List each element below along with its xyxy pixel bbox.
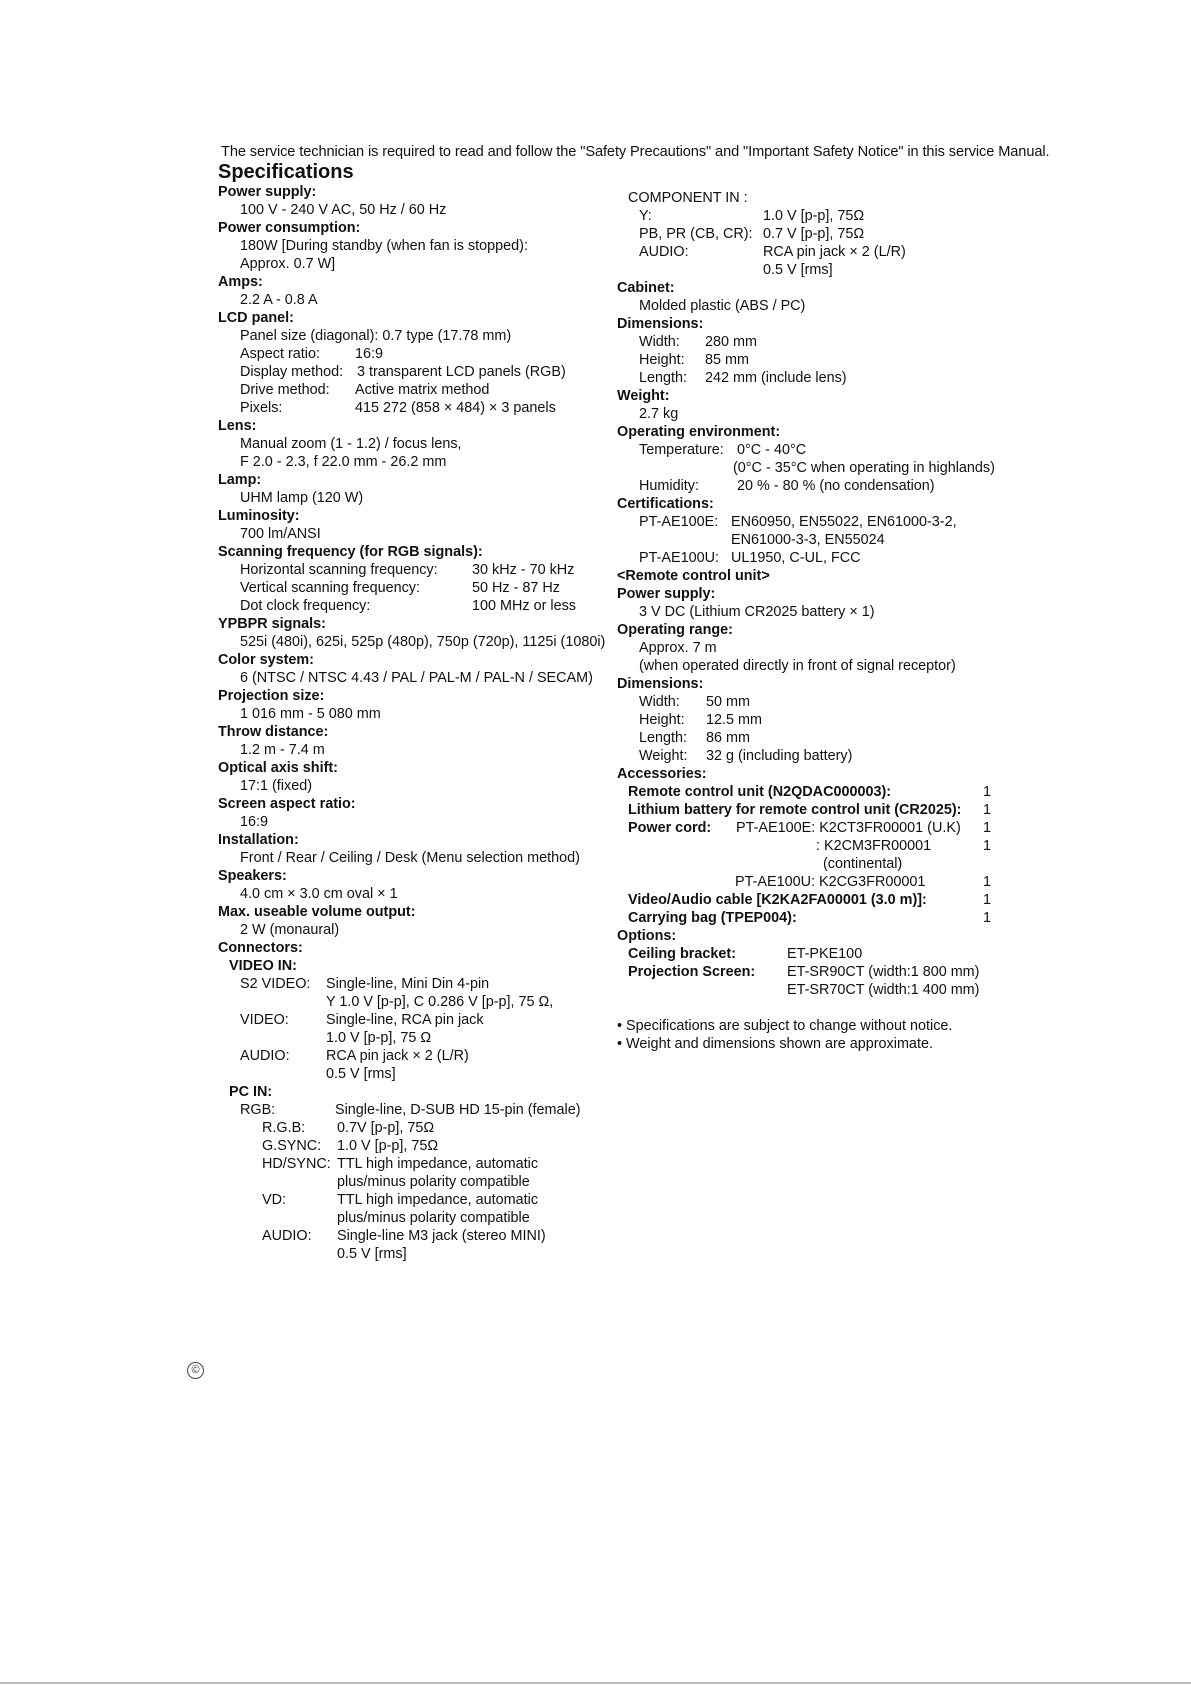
spec-value: Single-line, D-SUB HD 15-pin (female) bbox=[335, 1102, 581, 1118]
spec-heading: Certifications: bbox=[617, 496, 714, 512]
spec-line: Panel size (diagonal): 0.7 type (17.78 mm) bbox=[240, 328, 512, 344]
spec-heading: Lithium battery for remote control unit (CR2025): bbox=[628, 802, 962, 818]
spec-heading: Power supply: bbox=[218, 184, 317, 200]
spec-line: 1.2 m - 7.4 m bbox=[240, 742, 325, 758]
spec-line: 3 V DC (Lithium CR2025 battery × 1) bbox=[639, 604, 875, 620]
spec-heading: Color system: bbox=[218, 652, 314, 668]
spec-value: TTL high impedance, automatic bbox=[337, 1192, 539, 1208]
spec-value: : K2CM3FR00001 bbox=[816, 838, 932, 854]
spec-line: PB, PR (CB, CR): bbox=[639, 226, 753, 242]
spec-value: 280 mm bbox=[705, 334, 757, 350]
spec-heading: Dimensions: bbox=[617, 676, 704, 692]
spec-value: 30 kHz - 70 kHz bbox=[472, 562, 575, 578]
spec-value: PT-AE100U: K2CG3FR00001 bbox=[735, 874, 926, 890]
page-title: Specifications bbox=[218, 161, 354, 183]
spec-value: (continental) bbox=[823, 856, 903, 872]
spec-line: 525i (480i), 625i, 525p (480p), 750p (720p), 1125i (1080i) bbox=[240, 634, 606, 650]
spec-line: COMPONENT IN : bbox=[628, 190, 748, 206]
spec-heading: Carrying bag (TPEP004): bbox=[628, 910, 797, 926]
spec-heading: LCD panel: bbox=[218, 310, 294, 326]
spec-value: 0°C - 40°C bbox=[737, 442, 807, 458]
spec-line: UHM lamp (120 W) bbox=[240, 490, 364, 506]
spec-heading: <Remote control unit> bbox=[617, 568, 770, 584]
spec-heading: Installation: bbox=[218, 832, 299, 848]
spec-line: Manual zoom (1 - 1.2) / focus lens, bbox=[240, 436, 462, 452]
spec-heading: Speakers: bbox=[218, 868, 287, 884]
spec-value: 1.0 V [p-p], 75Ω bbox=[763, 208, 865, 224]
spec-heading: Video/Audio cable [K2KA2FA00001 (3.0 m)]: bbox=[628, 892, 927, 908]
spec-line: 100 V - 240 V AC, 50 Hz / 60 Hz bbox=[240, 202, 447, 218]
spec-line: AUDIO: bbox=[262, 1228, 312, 1244]
spec-heading: Luminosity: bbox=[218, 508, 300, 524]
spec-value: plus/minus polarity compatible bbox=[337, 1174, 530, 1190]
spec-value: 50 mm bbox=[706, 694, 750, 710]
spec-line: AUDIO: bbox=[639, 244, 689, 260]
spec-heading: Screen aspect ratio: bbox=[218, 796, 356, 812]
spec-heading: Operating range: bbox=[617, 622, 733, 638]
spec-heading: Lamp: bbox=[218, 472, 262, 488]
spec-value: TTL high impedance, automatic bbox=[337, 1156, 539, 1172]
spec-line: Approx. 0.7 W] bbox=[240, 256, 336, 272]
accessory-quantity: 1 bbox=[983, 874, 992, 890]
spec-heading: Accessories: bbox=[617, 766, 707, 782]
spec-heading: Projection size: bbox=[218, 688, 325, 704]
spec-value: EN61000-3-3, EN55024 bbox=[731, 532, 885, 548]
accessory-quantity: 1 bbox=[983, 838, 992, 854]
spec-value: Single-line M3 jack (stereo MINI) bbox=[337, 1228, 546, 1244]
spec-line: Height: bbox=[639, 712, 685, 728]
safety-notice: The service technician is required to read and follow the "Safety Precautions" and "Important Safety Notice" in this service Manual. bbox=[221, 144, 1050, 160]
accessory-quantity: 1 bbox=[983, 892, 992, 908]
spec-heading: Ceiling bracket: bbox=[628, 946, 736, 962]
spec-line: 6 (NTSC / NTSC 4.43 / PAL / PAL-M / PAL-N / SECAM) bbox=[240, 670, 593, 686]
spec-heading: Scanning frequency (for RGB signals): bbox=[218, 544, 483, 560]
spec-line: R.G.B: bbox=[262, 1120, 306, 1136]
spec-heading: PC IN: bbox=[229, 1084, 273, 1100]
spec-line: S2 VIDEO: bbox=[240, 976, 311, 992]
copyright-icon: © bbox=[187, 1362, 204, 1379]
spec-heading: Connectors: bbox=[218, 940, 303, 956]
spec-line: PT-AE100U: bbox=[639, 550, 719, 566]
spec-line: Horizontal scanning frequency: bbox=[240, 562, 438, 578]
spec-line: (when operated directly in front of signal receptor) bbox=[639, 658, 956, 674]
spec-heading: Cabinet: bbox=[617, 280, 675, 296]
spec-value: 50 Hz - 87 Hz bbox=[472, 580, 560, 596]
spec-heading: Throw distance: bbox=[218, 724, 329, 740]
spec-value: ET-SR90CT (width:1 800 mm) bbox=[787, 964, 980, 980]
spec-heading: Max. useable volume output: bbox=[218, 904, 416, 920]
spec-value: Single-line, Mini Din 4-pin bbox=[326, 976, 490, 992]
spec-value: ET-PKE100 bbox=[787, 946, 863, 962]
spec-line: Temperature: bbox=[639, 442, 724, 458]
spec-line: VIDEO: bbox=[240, 1012, 289, 1028]
spec-line: VD: bbox=[262, 1192, 286, 1208]
spec-line: Length: bbox=[639, 370, 688, 386]
spec-line: Approx. 7 m bbox=[639, 640, 717, 656]
spec-value: Active matrix method bbox=[355, 382, 490, 398]
spec-line: F 2.0 - 2.3, f 22.0 mm - 26.2 mm bbox=[240, 454, 447, 470]
spec-value: 242 mm (include lens) bbox=[705, 370, 847, 386]
spec-value: 85 mm bbox=[705, 352, 749, 368]
spec-line: 2.7 kg bbox=[639, 406, 679, 422]
spec-value: 1.0 V [p-p], 75 Ω bbox=[326, 1030, 432, 1046]
right-spec-column bbox=[617, 189, 997, 1052]
spec-heading: YPBPR signals: bbox=[218, 616, 326, 632]
spec-line: Dot clock frequency: bbox=[240, 598, 371, 614]
spec-line: Width: bbox=[639, 694, 680, 710]
spec-value: 0.7 V [p-p], 75Ω bbox=[763, 226, 865, 242]
spec-heading: Operating environment: bbox=[617, 424, 781, 440]
spec-line: Humidity: bbox=[639, 478, 699, 494]
spec-line: Height: bbox=[639, 352, 685, 368]
spec-heading: Projection Screen: bbox=[628, 964, 756, 980]
spec-value: 32 g (including battery) bbox=[706, 748, 853, 764]
spec-value: Y 1.0 V [p-p], C 0.286 V [p-p], 75 Ω, bbox=[326, 994, 554, 1010]
spec-line: Vertical scanning frequency: bbox=[240, 580, 420, 596]
spec-line: • Weight and dimensions shown are approximate. bbox=[617, 1036, 933, 1052]
spec-value: 0.5 V [rms] bbox=[763, 262, 833, 278]
spec-line: Length: bbox=[639, 730, 688, 746]
spec-line: Aspect ratio: bbox=[240, 346, 320, 362]
spec-value: 86 mm bbox=[706, 730, 750, 746]
spec-value: 12.5 mm bbox=[706, 712, 762, 728]
spec-line: 1 016 mm - 5 080 mm bbox=[240, 706, 381, 722]
spec-heading: Remote control unit (N2QDAC000003): bbox=[628, 784, 892, 800]
spec-value: 0.5 V [rms] bbox=[337, 1246, 407, 1262]
accessory-quantity: 1 bbox=[983, 910, 992, 926]
spec-line: PT-AE100E: bbox=[639, 514, 719, 530]
spec-line: 16:9 bbox=[240, 814, 269, 830]
spec-line: Drive method: bbox=[240, 382, 330, 398]
spec-line: Pixels: bbox=[240, 400, 283, 416]
spec-value: (0°C - 35°C when operating in highlands) bbox=[733, 460, 995, 476]
spec-heading: Lens: bbox=[218, 418, 257, 434]
spec-value: ET-SR70CT (width:1 400 mm) bbox=[787, 982, 980, 998]
left-spec-column bbox=[218, 183, 618, 1263]
spec-line: • Specifications are subject to change without notice. bbox=[617, 1018, 953, 1034]
spec-value: 0.7V [p-p], 75Ω bbox=[337, 1120, 435, 1136]
spec-heading: Power consumption: bbox=[218, 220, 361, 236]
accessory-quantity: 1 bbox=[983, 784, 992, 800]
accessory-quantity: 1 bbox=[983, 820, 992, 836]
spec-value: UL1950, C-UL, FCC bbox=[731, 550, 861, 566]
spec-line: G.SYNC: bbox=[262, 1138, 322, 1154]
spec-heading: VIDEO IN: bbox=[229, 958, 297, 974]
spec-heading: Optical axis shift: bbox=[218, 760, 338, 776]
spec-line: Weight: bbox=[639, 748, 688, 764]
spec-value: 20 % - 80 % (no condensation) bbox=[737, 478, 935, 494]
spec-line: RGB: bbox=[240, 1102, 276, 1118]
spec-value: 1.0 V [p-p], 75Ω bbox=[337, 1138, 439, 1154]
spec-line: 180W [During standby (when fan is stopped): bbox=[240, 238, 528, 254]
spec-heading: Dimensions: bbox=[617, 316, 704, 332]
spec-line: 4.0 cm × 3.0 cm oval × 1 bbox=[240, 886, 398, 902]
spec-line: HD/SYNC: bbox=[262, 1156, 331, 1172]
spec-line: Display method: bbox=[240, 364, 344, 380]
spec-heading: Power supply: bbox=[617, 586, 716, 602]
spec-heading: Options: bbox=[617, 928, 677, 944]
spec-line: Molded plastic (ABS / PC) bbox=[639, 298, 806, 314]
spec-value: EN60950, EN55022, EN61000-3-2, bbox=[731, 514, 957, 530]
spec-line: 700 lm/ANSI bbox=[240, 526, 321, 542]
spec-line: Width: bbox=[639, 334, 680, 350]
spec-value: 3 transparent LCD panels (RGB) bbox=[357, 364, 566, 380]
spec-heading: Power cord: bbox=[628, 820, 712, 836]
accessory-quantity: 1 bbox=[983, 802, 992, 818]
spec-heading: Weight: bbox=[617, 388, 670, 404]
spec-heading: Amps: bbox=[218, 274, 263, 290]
spec-value: PT-AE100E: K2CT3FR00001 (U.K) bbox=[736, 820, 961, 836]
page-bottom-border bbox=[0, 1682, 1191, 1684]
spec-line: 2 W (monaural) bbox=[240, 922, 340, 938]
spec-value: 0.5 V [rms] bbox=[326, 1066, 396, 1082]
spec-value: 415 272 (858 × 484) × 3 panels bbox=[355, 400, 556, 416]
spec-line: 17:1 (fixed) bbox=[240, 778, 312, 794]
spec-value: Single-line, RCA pin jack bbox=[326, 1012, 484, 1028]
spec-value: plus/minus polarity compatible bbox=[337, 1210, 530, 1226]
spec-line: Y: bbox=[639, 208, 652, 224]
spec-line: Front / Rear / Ceiling / Desk (Menu selection method) bbox=[240, 850, 580, 866]
spec-value: RCA pin jack × 2 (L/R) bbox=[326, 1048, 469, 1064]
spec-value: 16:9 bbox=[355, 346, 384, 362]
spec-value: RCA pin jack × 2 (L/R) bbox=[763, 244, 906, 260]
spec-line: 2.2 A - 0.8 A bbox=[240, 292, 318, 308]
spec-line: AUDIO: bbox=[240, 1048, 290, 1064]
spec-value: 100 MHz or less bbox=[472, 598, 576, 614]
